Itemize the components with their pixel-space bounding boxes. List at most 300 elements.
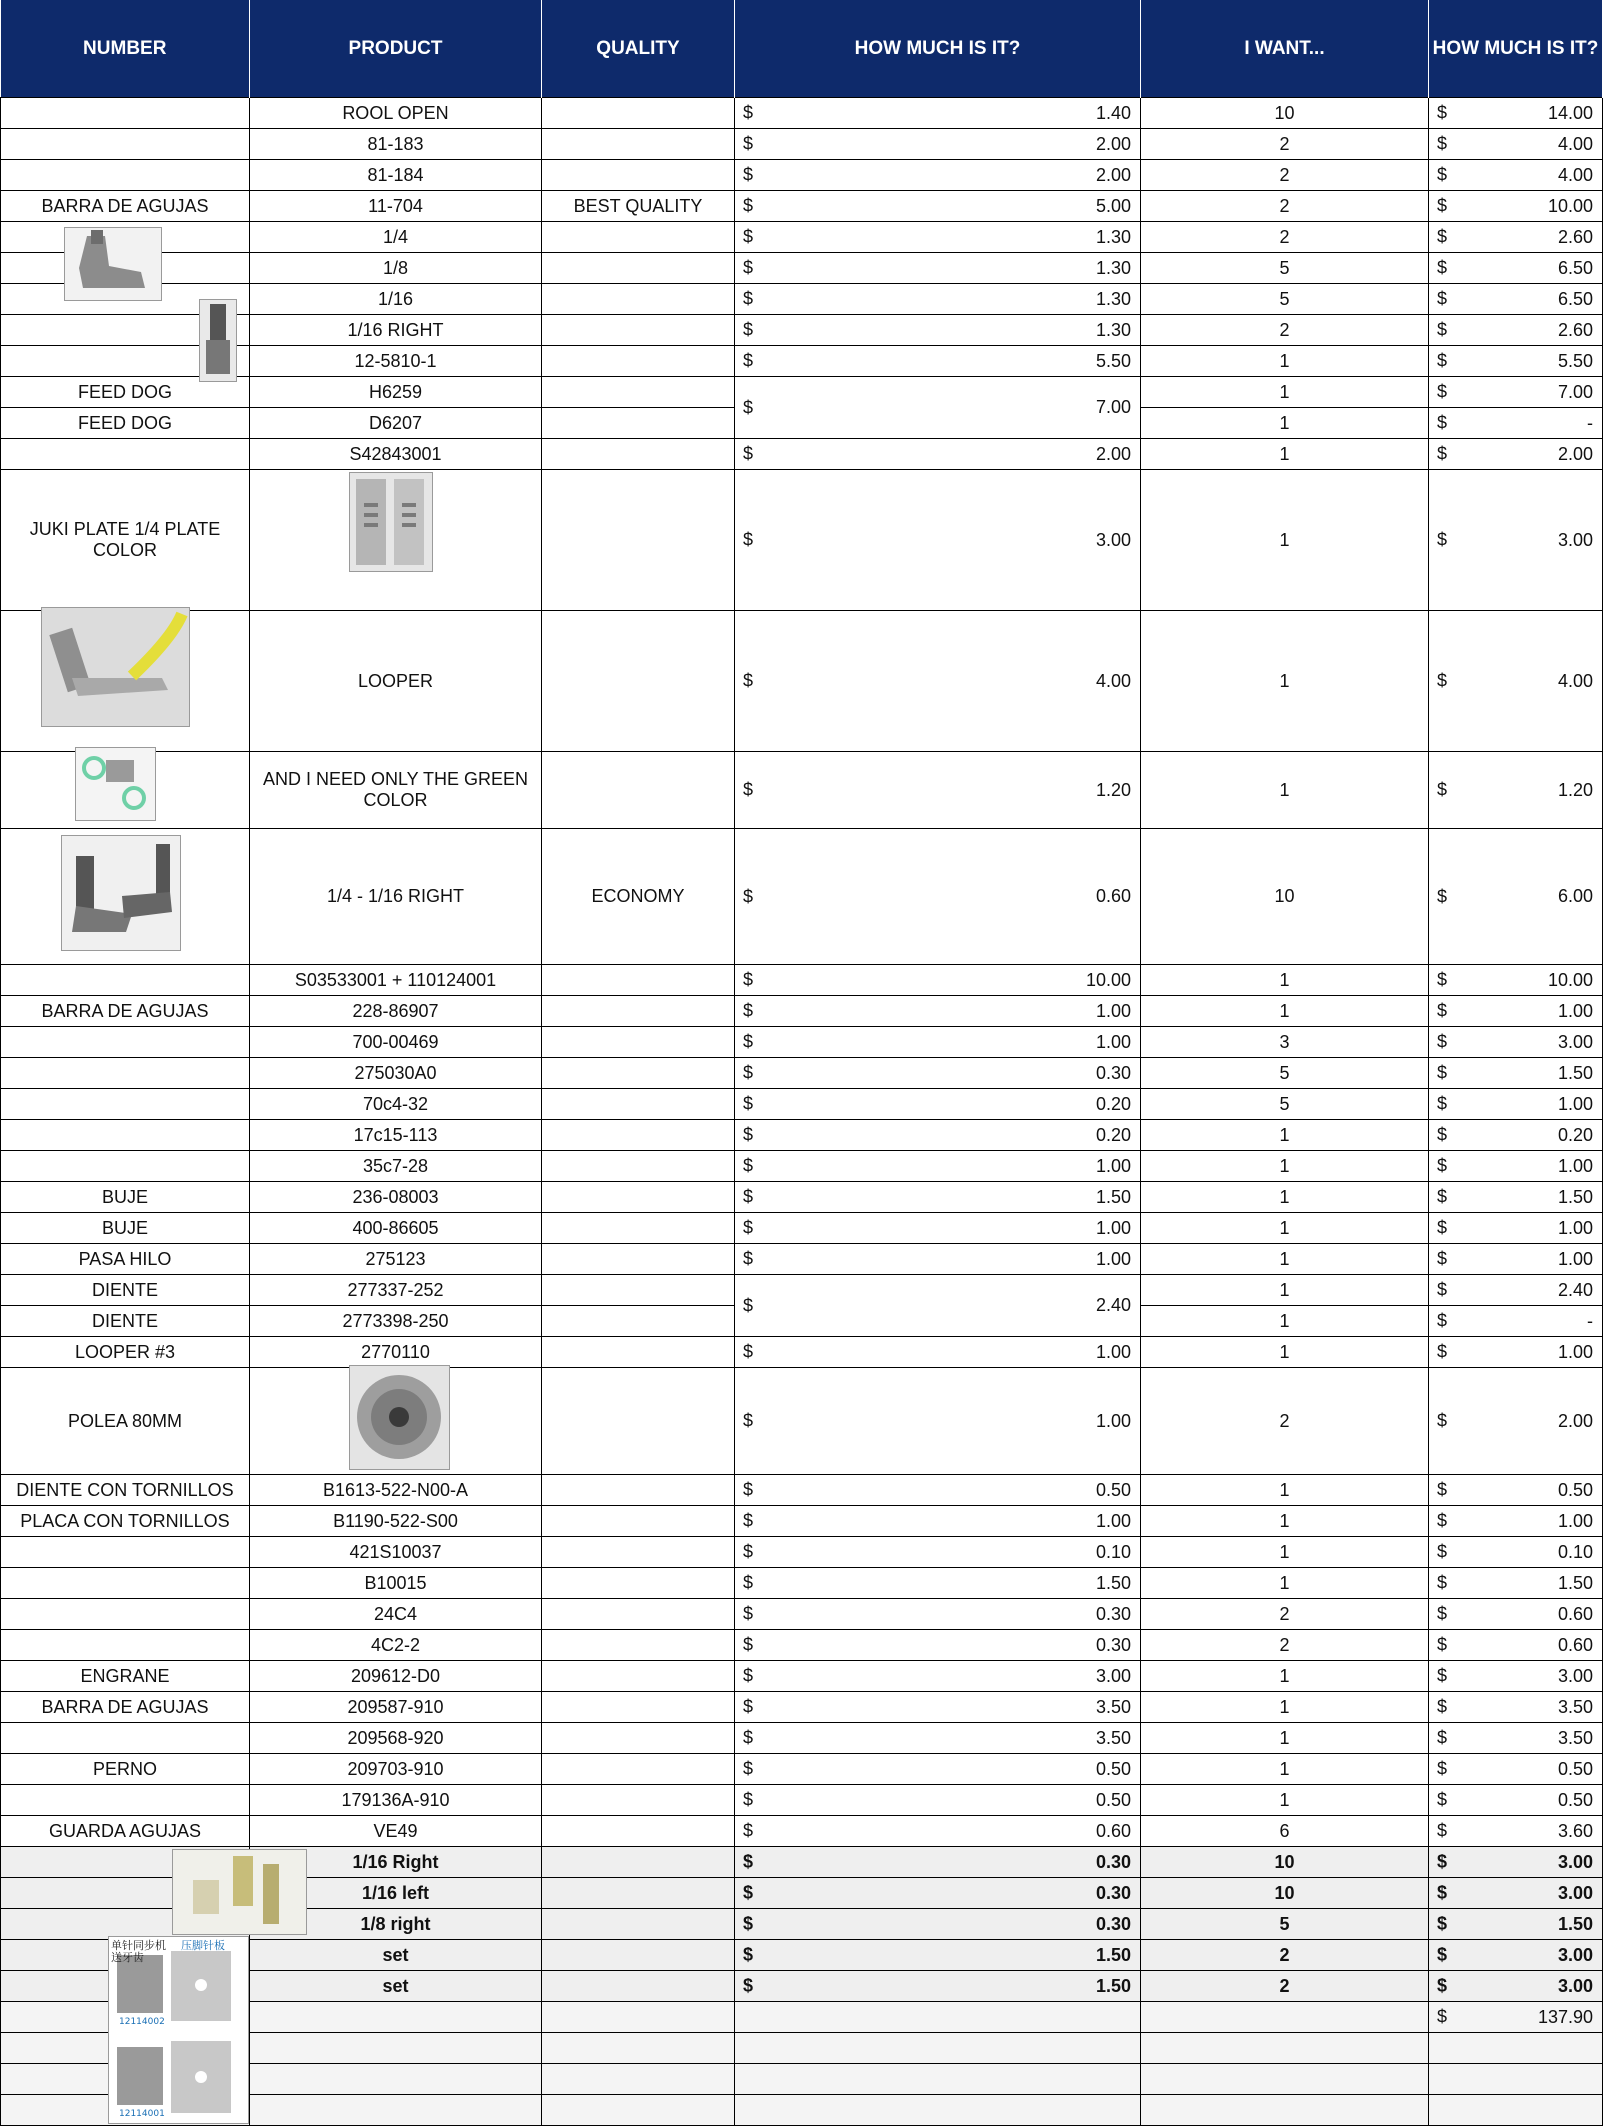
cell-line-total[interactable]	[1429, 752, 1603, 829]
empty-cell[interactable]	[542, 2095, 735, 2126]
cell-number[interactable]: BARRA DE AGUJAS	[1, 996, 250, 1027]
cell-quantity[interactable]: 1	[1141, 752, 1429, 829]
cell-price[interactable]	[735, 1537, 1141, 1568]
cell-number[interactable]: DIENTE	[1, 1275, 250, 1306]
cell-quantity[interactable]: 6	[1141, 1816, 1429, 1847]
cell-price[interactable]	[735, 1213, 1141, 1244]
cell-quality[interactable]	[542, 1506, 735, 1537]
cell-line-total[interactable]	[1429, 1754, 1603, 1785]
cell-price[interactable]	[735, 1058, 1141, 1089]
cell-line-total[interactable]	[1429, 470, 1603, 611]
cell-product[interactable]: 1/4	[250, 222, 542, 253]
cell-line-total[interactable]	[1429, 129, 1603, 160]
cell-line-total[interactable]	[1429, 1182, 1603, 1213]
cell-price[interactable]	[735, 1337, 1141, 1368]
cell-number[interactable]	[1, 98, 250, 129]
table-row	[1, 222, 1603, 253]
cell-quality[interactable]	[542, 284, 735, 315]
cell-number[interactable]: BUJE	[1, 1213, 250, 1244]
cell-quality[interactable]	[542, 1847, 735, 1878]
cell-price[interactable]	[735, 1151, 1141, 1182]
cell-quality[interactable]	[542, 160, 735, 191]
cell-product[interactable]: set	[250, 1971, 542, 2002]
cell-quantity[interactable]: 1	[1141, 1337, 1429, 1368]
cell-quality[interactable]	[542, 253, 735, 284]
cell-line-total[interactable]	[1429, 253, 1603, 284]
cell-number[interactable]: FEED DOG	[1, 377, 250, 408]
cell-quality[interactable]	[542, 1120, 735, 1151]
empty-cell[interactable]	[542, 2033, 735, 2064]
cell-line-total[interactable]	[1429, 191, 1603, 222]
cell-line-total[interactable]	[1429, 1940, 1603, 1971]
cell-price[interactable]	[735, 377, 1141, 439]
cell-line-total[interactable]	[1429, 98, 1603, 129]
cell-price[interactable]	[735, 1244, 1141, 1275]
cell-quality[interactable]	[542, 1368, 735, 1475]
cell-product[interactable]: 236-08003	[250, 1182, 542, 1213]
empty-cell[interactable]	[542, 2002, 735, 2033]
cell-product[interactable]: 11-704	[250, 191, 542, 222]
cell-number[interactable]	[1, 1599, 250, 1630]
cell-line-total[interactable]	[1429, 346, 1603, 377]
cell-quantity[interactable]: 1	[1141, 1506, 1429, 1537]
cell-product[interactable]: set	[250, 1940, 542, 1971]
cell-quantity[interactable]: 5	[1141, 284, 1429, 315]
cell-line-total[interactable]	[1429, 1306, 1603, 1337]
cell-price[interactable]	[735, 1027, 1141, 1058]
cell-number[interactable]: DIENTE CON TORNILLOS	[1, 1475, 250, 1506]
cell-number[interactable]	[1, 439, 250, 470]
cell-line-total[interactable]	[1429, 315, 1603, 346]
cell-price[interactable]	[735, 160, 1141, 191]
cell-product[interactable]: 1/16 left	[250, 1878, 542, 1909]
cell-quantity[interactable]: 1	[1141, 1537, 1429, 1568]
cell-price[interactable]	[735, 1368, 1141, 1475]
cell-quality[interactable]: ECONOMY	[542, 829, 735, 965]
empty-cell[interactable]	[735, 2064, 1141, 2095]
cell-price[interactable]	[735, 191, 1141, 222]
cell-quality[interactable]	[542, 470, 735, 611]
cell-quantity[interactable]: 10	[1141, 1878, 1429, 1909]
cell-product[interactable]: 17c15-113	[250, 1120, 542, 1151]
cell-product[interactable]: 228-86907	[250, 996, 542, 1027]
cell-quality[interactable]	[542, 965, 735, 996]
cell-quantity[interactable]: 1	[1141, 1244, 1429, 1275]
empty-cell[interactable]	[735, 2002, 1141, 2033]
cell-quality[interactable]	[542, 346, 735, 377]
empty-cell[interactable]	[250, 2064, 542, 2095]
cell-quality[interactable]	[542, 996, 735, 1027]
cell-product[interactable]: B1613-522-N00-A	[250, 1475, 542, 1506]
cell-product[interactable]: 1/16 Right	[250, 1847, 542, 1878]
cell-quantity[interactable]: 1	[1141, 1213, 1429, 1244]
cell-number[interactable]	[1, 965, 250, 996]
cell-line-total[interactable]	[1429, 1847, 1603, 1878]
cell-price[interactable]	[735, 1661, 1141, 1692]
cell-number[interactable]: GUARDA AGUJAS	[1, 1816, 250, 1847]
cell-price[interactable]	[735, 1909, 1141, 1940]
cell-number[interactable]	[1, 160, 250, 191]
cell-quality[interactable]	[542, 1816, 735, 1847]
cell-price[interactable]	[735, 1878, 1141, 1909]
cell-quality[interactable]	[542, 1568, 735, 1599]
cell-product[interactable]: S42843001	[250, 439, 542, 470]
cell-quality[interactable]	[542, 1306, 735, 1337]
cell-line-total[interactable]	[1429, 1368, 1603, 1475]
currency-sign: $	[1437, 779, 1448, 800]
cell-quantity[interactable]: 1	[1141, 1306, 1429, 1337]
cell-product[interactable]: VE49	[250, 1816, 542, 1847]
cell-quality[interactable]	[542, 1661, 735, 1692]
cell-quality[interactable]	[542, 1723, 735, 1754]
cell-product[interactable]: 209612-D0	[250, 1661, 542, 1692]
cell-quantity[interactable]: 5	[1141, 253, 1429, 284]
col-header-number[interactable]: NUMBER	[1, 0, 250, 98]
cell-product[interactable]: 400-86605	[250, 1213, 542, 1244]
cell-quantity[interactable]: 10	[1141, 98, 1429, 129]
cell-product[interactable]: S03533001 + 110124001	[250, 965, 542, 996]
cell-line-total[interactable]	[1429, 1971, 1603, 2002]
cell-quality[interactable]	[542, 1909, 735, 1940]
cell-quality[interactable]	[542, 1785, 735, 1816]
cell-quality[interactable]	[542, 1692, 735, 1723]
cell-line-total[interactable]	[1429, 829, 1603, 965]
cell-number[interactable]	[1, 1723, 250, 1754]
cell-line-total[interactable]	[1429, 1630, 1603, 1661]
cell-quantity[interactable]: 1	[1141, 1182, 1429, 1213]
cell-quantity[interactable]: 2	[1141, 315, 1429, 346]
cell-number[interactable]	[1, 1630, 250, 1661]
cell-quality[interactable]	[542, 1754, 735, 1785]
cell-quantity[interactable]: 1	[1141, 1661, 1429, 1692]
cell-product[interactable]: 1/4 - 1/16 RIGHT	[250, 829, 542, 965]
cell-quality[interactable]	[542, 1089, 735, 1120]
cell-line-total[interactable]	[1429, 1337, 1603, 1368]
cell-line-total[interactable]	[1429, 439, 1603, 470]
cell-number[interactable]	[1, 1785, 250, 1816]
cell-product[interactable]: B1190-522-S00	[250, 1506, 542, 1537]
cell-quantity[interactable]: 1	[1141, 1723, 1429, 1754]
cell-quality[interactable]	[542, 1940, 735, 1971]
cell-number[interactable]	[1, 1089, 250, 1120]
cell-line-total[interactable]	[1429, 1909, 1603, 1940]
currency-sign: $	[743, 133, 754, 154]
cell-line-total[interactable]	[1429, 408, 1603, 439]
cell-product[interactable]: 1/8	[250, 253, 542, 284]
cell-product[interactable]: 2770110	[250, 1337, 542, 1368]
cell-number[interactable]: BARRA DE AGUJAS	[1, 1692, 250, 1723]
cell-line-total[interactable]	[1429, 1213, 1603, 1244]
cell-line-total[interactable]	[1429, 1816, 1603, 1847]
empty-cell[interactable]	[1429, 2095, 1603, 2126]
cell-price[interactable]	[735, 1506, 1141, 1537]
cell-quality[interactable]	[542, 1475, 735, 1506]
cell-line-total[interactable]	[1429, 1599, 1603, 1630]
empty-cell[interactable]	[735, 2033, 1141, 2064]
cell-number[interactable]	[1, 1537, 250, 1568]
cell-price[interactable]	[735, 1630, 1141, 1661]
cell-quantity[interactable]: 1	[1141, 965, 1429, 996]
cell-quantity[interactable]: 10	[1141, 829, 1429, 965]
cell-number[interactable]	[1, 1120, 250, 1151]
cell-price[interactable]	[735, 752, 1141, 829]
cell-quality[interactable]	[542, 408, 735, 439]
cell-quality[interactable]	[542, 1275, 735, 1306]
cell-quality[interactable]	[542, 222, 735, 253]
cell-price[interactable]	[735, 1940, 1141, 1971]
cell-price[interactable]	[735, 253, 1141, 284]
cell-price[interactable]	[735, 346, 1141, 377]
cell-product[interactable]: 70c4-32	[250, 1089, 542, 1120]
cell-quantity[interactable]: 1	[1141, 1568, 1429, 1599]
cell-quality[interactable]	[542, 611, 735, 752]
price-value: 1.40	[1095, 102, 1131, 123]
cell-quantity[interactable]: 5	[1141, 1058, 1429, 1089]
cell-quantity[interactable]: 1	[1141, 1475, 1429, 1506]
cell-product[interactable]: 1/16 RIGHT	[250, 315, 542, 346]
cell-quantity[interactable]: 2	[1141, 222, 1429, 253]
cell-product[interactable]: 4C2-2	[250, 1630, 542, 1661]
cell-quality[interactable]	[542, 1058, 735, 1089]
cell-line-total[interactable]	[1429, 1275, 1603, 1306]
cell-line-total[interactable]	[1429, 160, 1603, 191]
cell-quantity[interactable]: 1	[1141, 1120, 1429, 1151]
cell-number[interactable]: FEED DOG	[1, 408, 250, 439]
empty-cell[interactable]	[735, 2095, 1141, 2126]
cell-number[interactable]: BUJE	[1, 1182, 250, 1213]
cell-line-total[interactable]	[1429, 1151, 1603, 1182]
cell-quantity[interactable]: 1	[1141, 1692, 1429, 1723]
cell-quantity[interactable]: 1	[1141, 1275, 1429, 1306]
cell-product[interactable]: 700-00469	[250, 1027, 542, 1058]
cell-product[interactable]: 81-183	[250, 129, 542, 160]
cell-quantity[interactable]: 2	[1141, 129, 1429, 160]
cell-line-total[interactable]	[1429, 1692, 1603, 1723]
cell-product[interactable]: AND I NEED ONLY THE GREEN COLOR	[250, 752, 542, 829]
cell-product[interactable]: 275123	[250, 1244, 542, 1275]
cell-quality[interactable]	[542, 1971, 735, 2002]
cell-quantity[interactable]: 5	[1141, 1089, 1429, 1120]
cell-price[interactable]	[735, 1754, 1141, 1785]
cell-quantity[interactable]: 10	[1141, 1847, 1429, 1878]
cell-price[interactable]	[735, 315, 1141, 346]
cell-quality[interactable]	[542, 1182, 735, 1213]
line-total-value: 1.00	[1557, 1000, 1593, 1021]
cell-price[interactable]	[735, 996, 1141, 1027]
cell-quality[interactable]	[542, 1213, 735, 1244]
cell-number[interactable]	[1, 1151, 250, 1182]
cell-number[interactable]: PERNO	[1, 1754, 250, 1785]
cell-product[interactable]: 2773398-250	[250, 1306, 542, 1337]
cell-quantity[interactable]: 1	[1141, 611, 1429, 752]
empty-cell[interactable]	[250, 2095, 542, 2126]
cell-line-total[interactable]	[1429, 1058, 1603, 1089]
cell-quality[interactable]	[542, 98, 735, 129]
cell-product[interactable]: 12-5810-1	[250, 346, 542, 377]
cell-product[interactable]: ROOL OPEN	[250, 98, 542, 129]
cell-product[interactable]: LOOPER	[250, 611, 542, 752]
cell-quantity[interactable]: 3	[1141, 1027, 1429, 1058]
cell-price[interactable]	[735, 1723, 1141, 1754]
cell-quantity[interactable]: 2	[1141, 1940, 1429, 1971]
cell-line-total[interactable]	[1429, 222, 1603, 253]
cell-line-total[interactable]	[1429, 1878, 1603, 1909]
col-header-total[interactable]: HOW MUCH IS IT?	[1429, 0, 1603, 98]
cell-line-total[interactable]	[1429, 1120, 1603, 1151]
cell-quality[interactable]	[542, 1244, 735, 1275]
empty-cell[interactable]	[250, 2002, 542, 2033]
cell-price[interactable]	[735, 1182, 1141, 1213]
cell-product[interactable]: 24C4	[250, 1599, 542, 1630]
cell-price[interactable]	[735, 1599, 1141, 1630]
cell-number[interactable]	[1, 1058, 250, 1089]
cell-quantity[interactable]: 1	[1141, 439, 1429, 470]
cell-product[interactable]: 209587-910	[250, 1692, 542, 1723]
cell-price[interactable]	[735, 829, 1141, 965]
cell-price[interactable]	[735, 1692, 1141, 1723]
col-header-quality[interactable]: QUALITY	[542, 0, 735, 98]
cell-quantity[interactable]: 1	[1141, 1754, 1429, 1785]
cell-quantity[interactable]: 1	[1141, 470, 1429, 611]
cell-product[interactable]: 1/8 right	[250, 1909, 542, 1940]
cell-number[interactable]: POLEA 80MM	[1, 1368, 250, 1475]
cell-quantity[interactable]: 1	[1141, 408, 1429, 439]
empty-cell[interactable]	[542, 2064, 735, 2095]
cell-product[interactable]: D6207	[250, 408, 542, 439]
currency-sign: $	[1437, 529, 1448, 550]
cell-number[interactable]: BARRA DE AGUJAS	[1, 191, 250, 222]
cell-line-total[interactable]	[1429, 377, 1603, 408]
cell-line-total[interactable]	[1429, 1089, 1603, 1120]
empty-cell[interactable]	[1429, 2064, 1603, 2095]
cell-product[interactable]: H6259	[250, 377, 542, 408]
cell-product[interactable]: 209568-920	[250, 1723, 542, 1754]
cell-price[interactable]	[735, 284, 1141, 315]
cell-line-total[interactable]	[1429, 996, 1603, 1027]
cell-quality[interactable]	[542, 1630, 735, 1661]
cell-number[interactable]: ENGRANE	[1, 1661, 250, 1692]
cell-price[interactable]	[735, 1971, 1141, 2002]
cell-product[interactable]: 1/16	[250, 284, 542, 315]
cell-quantity[interactable]: 2	[1141, 1971, 1429, 2002]
grand-total-cell[interactable]	[1429, 2002, 1603, 2033]
currency-sign: $	[743, 1665, 754, 1686]
empty-cell[interactable]	[1141, 2064, 1429, 2095]
cell-quantity[interactable]: 5	[1141, 1909, 1429, 1940]
cell-line-total[interactable]	[1429, 611, 1603, 752]
empty-cell[interactable]	[1429, 2033, 1603, 2064]
cell-price[interactable]	[735, 222, 1141, 253]
cell-line-total[interactable]	[1429, 1723, 1603, 1754]
cell-quality[interactable]	[542, 1337, 735, 1368]
cell-line-total[interactable]	[1429, 1027, 1603, 1058]
cell-quality[interactable]	[542, 315, 735, 346]
cell-line-total[interactable]	[1429, 1661, 1603, 1692]
cell-line-total[interactable]	[1429, 1475, 1603, 1506]
cell-quality[interactable]	[542, 439, 735, 470]
cell-quantity[interactable]: 2	[1141, 191, 1429, 222]
cell-number[interactable]	[1, 129, 250, 160]
cell-product[interactable]: 421S10037	[250, 1537, 542, 1568]
cell-product[interactable]: 35c7-28	[250, 1151, 542, 1182]
currency-sign: $	[743, 1975, 754, 1996]
cell-quantity[interactable]: 2	[1141, 1599, 1429, 1630]
cell-quantity[interactable]: 1	[1141, 1785, 1429, 1816]
col-header-quantity[interactable]: I WANT...	[1141, 0, 1429, 98]
cell-number[interactable]: DIENTE	[1, 1306, 250, 1337]
cell-price[interactable]	[735, 965, 1141, 996]
cell-quality[interactable]	[542, 1878, 735, 1909]
cell-product[interactable]: 277337-252	[250, 1275, 542, 1306]
cell-price[interactable]	[735, 1120, 1141, 1151]
cell-price[interactable]	[735, 129, 1141, 160]
cell-product[interactable]: B10015	[250, 1568, 542, 1599]
cell-quantity[interactable]: 2	[1141, 160, 1429, 191]
cell-number[interactable]: LOOPER #3	[1, 1337, 250, 1368]
cell-product[interactable]: 209703-910	[250, 1754, 542, 1785]
cell-quality[interactable]: BEST QUALITY	[542, 191, 735, 222]
col-header-product[interactable]: PRODUCT	[250, 0, 542, 98]
cell-product[interactable]: 179136A-910	[250, 1785, 542, 1816]
cell-quality[interactable]	[542, 1151, 735, 1182]
line-total-value: 0.20	[1557, 1124, 1593, 1145]
empty-cell[interactable]	[250, 2033, 542, 2064]
cell-quality[interactable]	[542, 1537, 735, 1568]
cell-line-total[interactable]	[1429, 1785, 1603, 1816]
cell-price[interactable]	[735, 611, 1141, 752]
cell-product[interactable]: 275030A0	[250, 1058, 542, 1089]
cell-line-total[interactable]	[1429, 1244, 1603, 1275]
cell-line-total[interactable]	[1429, 1568, 1603, 1599]
empty-cell[interactable]	[1141, 2002, 1429, 2033]
cell-line-total[interactable]	[1429, 284, 1603, 315]
cell-quantity[interactable]: 1	[1141, 996, 1429, 1027]
cell-number[interactable]	[1, 1568, 250, 1599]
cell-price[interactable]	[735, 1275, 1141, 1337]
cell-product[interactable]: 81-184	[250, 160, 542, 191]
cell-price[interactable]	[735, 98, 1141, 129]
cell-price[interactable]	[735, 1475, 1141, 1506]
cell-quality[interactable]	[542, 377, 735, 408]
cell-number[interactable]: PASA HILO	[1, 1244, 250, 1275]
cell-number[interactable]	[1, 1027, 250, 1058]
cell-quantity[interactable]: 1	[1141, 377, 1429, 408]
cell-line-total[interactable]	[1429, 1537, 1603, 1568]
cell-price[interactable]	[735, 1785, 1141, 1816]
cell-number[interactable]: JUKI PLATE 1/4 PLATE COLOR	[1, 470, 250, 611]
cell-quantity[interactable]: 1	[1141, 1151, 1429, 1182]
cell-price[interactable]	[735, 439, 1141, 470]
cell-quantity[interactable]: 2	[1141, 1630, 1429, 1661]
cell-quality[interactable]	[542, 1599, 735, 1630]
cell-price[interactable]	[735, 1816, 1141, 1847]
cell-quality[interactable]	[542, 129, 735, 160]
cell-price[interactable]	[735, 1089, 1141, 1120]
empty-cell[interactable]	[1141, 2033, 1429, 2064]
cell-line-total[interactable]	[1429, 1506, 1603, 1537]
cell-quantity[interactable]: 2	[1141, 1368, 1429, 1475]
cell-price[interactable]	[735, 1568, 1141, 1599]
cell-number[interactable]: PLACA CON TORNILLOS	[1, 1506, 250, 1537]
cell-price[interactable]	[735, 1847, 1141, 1878]
empty-cell[interactable]	[1141, 2095, 1429, 2126]
col-header-price[interactable]: HOW MUCH IS IT?	[735, 0, 1141, 98]
cell-quantity[interactable]: 1	[1141, 346, 1429, 377]
cell-line-total[interactable]	[1429, 965, 1603, 996]
cell-price[interactable]	[735, 470, 1141, 611]
cell-quality[interactable]	[542, 752, 735, 829]
cell-quality[interactable]	[542, 1027, 735, 1058]
